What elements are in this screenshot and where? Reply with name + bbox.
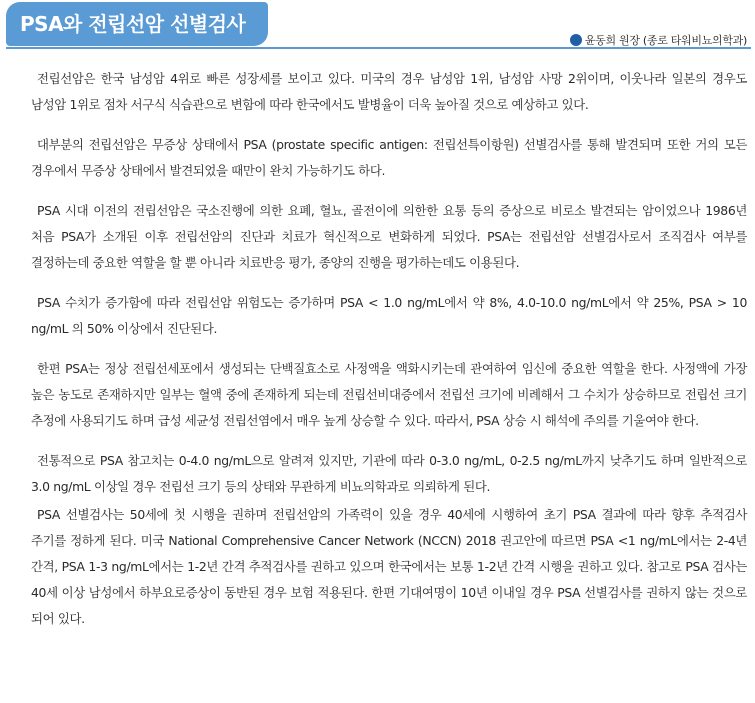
paragraph-1: 전립선암은 한국 남성암 4위로 빠른 성장세를 보이고 있다. 미국의 경우 남성암 1위, 남성암 사망 2위이며, 이웃나라 일본의 경우도 남성암 1위로 점차 서구식 식습관으로 변함에 따라 한국에서도 발병율이 더욱 높아질 것으로 예상하고 있다.	[31, 71, 747, 112]
author-name: 윤동희 원장 (종로 타워비뇨의학과)	[584, 34, 747, 47]
paragraph-5: 한편 PSA는 정상 전립선세포에서 생성되는 단백질효소로 사정액을 액화시키는데 관여하여 임신에 중요한 역할을 한다. 사정액에 가장 높은 농도로 존재하지만 일부는 혈액 중에 존재하게 되는데 전립선비대증에서 전립선 크기에 비례해서 그 수치가 상승하므로 전립선 크기 추정에 사용되기도 하며 급성 세균성 전립선염에서 매우 높게 상승할 수 있다. 따라서, PSA 상승 시 해석에 주의를 기울여야 한다.	[31, 361, 747, 428]
paragraph-6: 전통적으로 PSA 참고치는 0-4.0 ng/mL으로 알려져 있지만, 기관에 따라 0-3.0 ng/mL, 0-2.5 ng/mL까지 낮추기도 하며 일반적으로 3.0 ng/mL 이상일 경우 전립선 크기 등의 상태와 무관하게 비뇨의학과로 의뢰하게 된다.	[31, 453, 747, 494]
bullet-dot-icon	[570, 34, 582, 46]
paragraph-7: PSA 선별검사는 50세에 첫 시행을 권하며 전립선암의 가족력이 있을 경우 40세에 시행하여 초기 PSA 결과에 따라 향후 추적검사 주기를 정하게 된다. 미국 National Comprehensive Cancer Network (NCCN) 2018 권고안에 따르면 PSA <1 ng/mL에서는 2-4년 간격, PSA 1-3 ng/mL에서는 1-2년 간격 추적검사를 권하고 있으며 한국에서는 보통 1-2년 간격 시행을 권하고 있다. 참고로 PSA 검사는 40세 이상 남성에서 하부요로증상이 동반된 경우 보험 적용된다. 한편 기대여명이 10년 이내일 경우 PSA 선별검사를 권하지 않는 것으로 되어 있다.	[31, 507, 747, 626]
paragraph-4: PSA 수치가 증가함에 따라 전립선암 위험도는 증가하며 PSA < 1.0 ng/mL에서 약 8%, 4.0-10.0 ng/mL에서 약 25%, PSA > 10 ng/mL 의 50% 이상에서 진단된다.	[31, 295, 747, 336]
paragraph-3: PSA 시대 이전의 전립선암은 국소진행에 의한 요폐, 혈뇨, 골전이에 의한한 요통 등의 증상으로 비로소 발견되는 암이었으나 1986년 처음 PSA가 소개된 이후 전립선암의 진단과 치료가 혁신적으로 변화하게 되었다. PSA는 전립선암 선별검사로서 조직검사 여부를 결정하는데 중요한 역할을 할 뿐 아니라 치료반응 평가, 종양의 진행을 평가하는데도 이용된다.	[31, 203, 747, 270]
paragraph-2: 대부분의 전립선암은 무증상 상태에서 PSA (prostate specific antigen: 전립선특이항원) 선별검사를 통해 발견되며 또한 거의 모든 경우에서 무증상 상태에서 발견되었을 때만이 완치 가능하기도 하다.	[31, 137, 747, 178]
article-body	[31, 66, 747, 646]
author-byline	[570, 32, 747, 48]
article-title: PSA와 전립선암 선별검사	[6, 2, 268, 46]
